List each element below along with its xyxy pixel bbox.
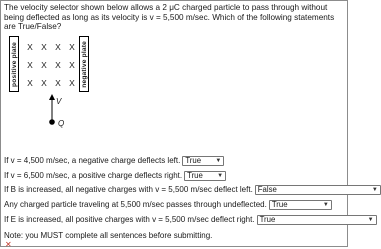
velocity-selector-figure bbox=[4, 36, 104, 146]
true-false-select[interactable] bbox=[255, 185, 381, 195]
select-value: True bbox=[271, 200, 288, 209]
field-x: X bbox=[55, 60, 61, 70]
chevron-down-icon: ▼ bbox=[367, 217, 374, 223]
velocity-label: V bbox=[56, 97, 62, 106]
select-value: True bbox=[185, 156, 202, 165]
field-x: X bbox=[55, 42, 61, 52]
charge-label: Q bbox=[58, 119, 65, 128]
chevron-down-icon: ▼ bbox=[371, 187, 378, 193]
statement-text: If v = 4,500 m/sec, a negative charge deflects left. bbox=[4, 156, 181, 165]
positive-plate-label: positive plate bbox=[10, 41, 18, 87]
velocity-arrowhead bbox=[49, 94, 55, 100]
select-value: False bbox=[257, 185, 277, 194]
field-x: X bbox=[41, 42, 47, 52]
charged-particle bbox=[49, 119, 55, 125]
field-x: X bbox=[41, 78, 47, 88]
close-icon: ✕ bbox=[5, 240, 12, 249]
statement-row bbox=[4, 185, 381, 195]
field-x: X bbox=[55, 78, 61, 88]
field-x: X bbox=[27, 42, 33, 52]
field-x: X bbox=[69, 78, 75, 88]
chevron-down-icon: ▼ bbox=[215, 158, 222, 164]
true-false-select[interactable] bbox=[269, 200, 332, 210]
velocity-arrow-diagram bbox=[4, 36, 104, 146]
negative-plate-label: negative plate bbox=[80, 40, 88, 88]
true-false-select[interactable] bbox=[184, 171, 226, 181]
select-value: True bbox=[259, 215, 276, 224]
statement-row bbox=[4, 156, 224, 166]
chevron-down-icon: ▼ bbox=[217, 173, 224, 179]
question-text: The velocity selector shown below allows a 2 μC charged particle to pass through without being deflected as long as its velocity is v = 5,500 m/sec. Which of the following statements are True/False? bbox=[4, 3, 335, 32]
field-x: X bbox=[27, 60, 33, 70]
statement-text: Any charged particle traveling at 5,500 m/sec passes through undeflected. bbox=[4, 200, 267, 209]
statement-text: If v = 6,500 m/sec, a positive charge deflects right. bbox=[4, 171, 183, 180]
select-value: True bbox=[187, 171, 203, 180]
field-x: X bbox=[69, 42, 75, 52]
field-x: X bbox=[69, 60, 75, 70]
true-false-select[interactable] bbox=[257, 215, 377, 225]
submit-note: Note: you MUST complete all sentences before submitting. bbox=[4, 231, 213, 240]
statement-text: If E is increased, all positive charges with v = 5,500 m/sec deflect right. bbox=[4, 215, 255, 224]
true-false-select[interactable] bbox=[182, 156, 224, 166]
field-x: X bbox=[41, 60, 47, 70]
statement-row bbox=[4, 200, 332, 210]
statement-row bbox=[4, 215, 377, 225]
chevron-down-icon: ▼ bbox=[322, 202, 329, 208]
statement-row bbox=[4, 171, 226, 181]
statement-text: If B is increased, all negative charges with v = 5,500 m/sec deflect left. bbox=[4, 185, 253, 194]
field-x: X bbox=[27, 78, 33, 88]
